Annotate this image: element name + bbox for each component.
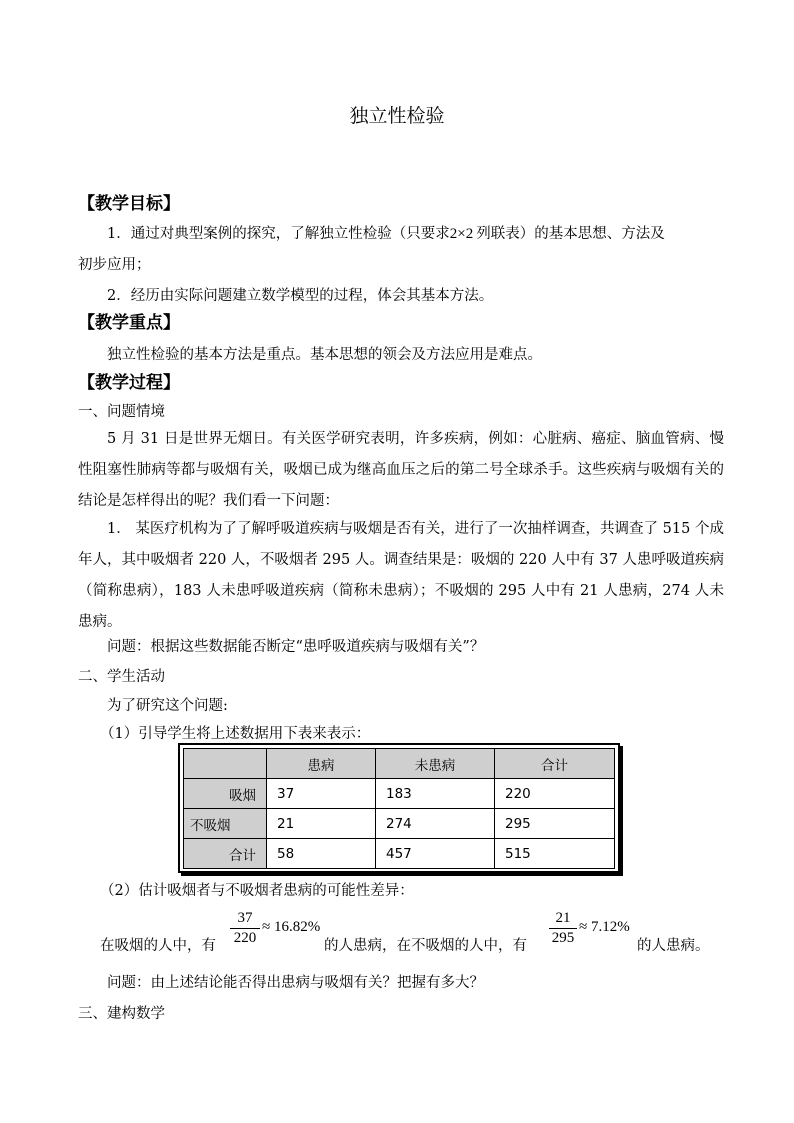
section-focus: 【教学重点】 bbox=[78, 313, 180, 333]
part3-heading: 三、建构数学 bbox=[78, 1006, 165, 1022]
part1-heading: 一、问题情境 bbox=[78, 404, 165, 420]
goal-1-text-b: 列联表）的基本思想、方法及 bbox=[476, 226, 665, 242]
table-cell: 58 bbox=[267, 839, 376, 869]
section-goals: 【教学目标】 bbox=[78, 194, 180, 214]
table-header-cell bbox=[184, 749, 267, 779]
goal-item-2: 2．经历由实际问题建立数学模型的过程，体会其基本方法。 bbox=[107, 288, 494, 304]
table-cell: 295 bbox=[495, 809, 615, 839]
section-process: 【教学过程】 bbox=[78, 373, 180, 393]
contingency-table bbox=[183, 748, 615, 869]
contingency-table-frame bbox=[178, 743, 620, 873]
fraction-numerator: 37 bbox=[230, 909, 260, 929]
part1-question: 问题：根据这些数据能否断定“患呼吸道疾病与吸烟有关”？ bbox=[107, 639, 485, 655]
goal-item-1 bbox=[107, 222, 665, 243]
fraction-nonsmokers bbox=[549, 909, 577, 948]
table-header-cell: 患病 bbox=[267, 749, 376, 779]
approx-value: ≈ 7.12% bbox=[579, 919, 630, 935]
estimate-text-c: 的人患病。 bbox=[637, 938, 710, 954]
goal-1-text-a: 1．通过对典型案例的探究，了解独立性检验（只要求 bbox=[107, 226, 450, 242]
estimate-text-b: 的人患病，在不吸烟的人中，有 bbox=[324, 938, 527, 954]
table-cell: 220 bbox=[495, 779, 615, 809]
part1-paragraph-2: 1． 某医疗机构为了了解呼吸道疾病与吸烟是否有关，进行了一次抽样调查，共调查了 515 个成年人，其中吸烟者 220 人，不吸烟者 295 人。调查结果是：吸烟的 220 人中有 37 人患呼吸道疾病（简称患病），183 人未患呼吸道疾病（简称未患病）；不吸烟的 295 人中有 21 人患病，274 人未患病。 bbox=[78, 521, 724, 630]
part1-paragraph-1: 5 月 31 日是世界无烟日。有关医学研究表明，许多疾病，例如：心脏病、癌症、脑血管病、慢性阻塞性肺病等都与吸烟有关，吸烟已成为继高血压之后的第二号全球杀手。这些疾病与吸烟有关的结论是怎样得出的呢？我们看一下问题： bbox=[78, 431, 724, 509]
table-cell: 37 bbox=[267, 779, 376, 809]
part2-step-1: （1）引导学生将上述数据用下表来表示： bbox=[100, 726, 371, 742]
part2-step-2: （2）估计吸烟者与不吸烟者患病的可能性差异： bbox=[100, 883, 414, 899]
table-cell: 183 bbox=[376, 779, 495, 809]
part2-heading: 二、学生活动 bbox=[78, 669, 165, 685]
table-cell: 21 bbox=[267, 809, 376, 839]
table-row-header: 吸烟 bbox=[184, 779, 267, 809]
page-title: 独立性检验 bbox=[349, 105, 445, 127]
fraction-denominator: 295 bbox=[551, 930, 575, 946]
fraction-denominator: 220 bbox=[233, 930, 257, 946]
table-header-cell: 未患病 bbox=[376, 749, 495, 779]
table-row-header: 合计 bbox=[184, 839, 267, 869]
approx-value: ≈ 16.82% bbox=[262, 919, 321, 935]
table-header-row bbox=[184, 749, 615, 779]
fraction-numerator: 21 bbox=[549, 909, 577, 929]
table-row bbox=[184, 809, 615, 839]
table-row-header: 不吸烟 bbox=[184, 809, 267, 839]
focus-text: 独立性检验的基本方法是重点。基本思想的领会及方法应用是难点。 bbox=[107, 347, 542, 363]
table-cell: 515 bbox=[495, 839, 615, 869]
fraction-smokers bbox=[230, 909, 260, 948]
goal-item-1-cont: 初步应用； bbox=[78, 257, 151, 273]
table-header-cell: 合计 bbox=[495, 749, 615, 779]
table-row bbox=[184, 839, 615, 869]
estimate-text-a: 在吸烟的人中，有 bbox=[100, 938, 216, 954]
table-cell: 457 bbox=[376, 839, 495, 869]
table-row bbox=[184, 779, 615, 809]
goal-1-math: 2×2 bbox=[449, 226, 474, 242]
part2-intro: 为了研究这个问题: bbox=[107, 698, 228, 714]
part2-question: 问题：由上述结论能否得出患病与吸烟有关？把握有多大？ bbox=[107, 975, 484, 991]
table-cell: 274 bbox=[376, 809, 495, 839]
